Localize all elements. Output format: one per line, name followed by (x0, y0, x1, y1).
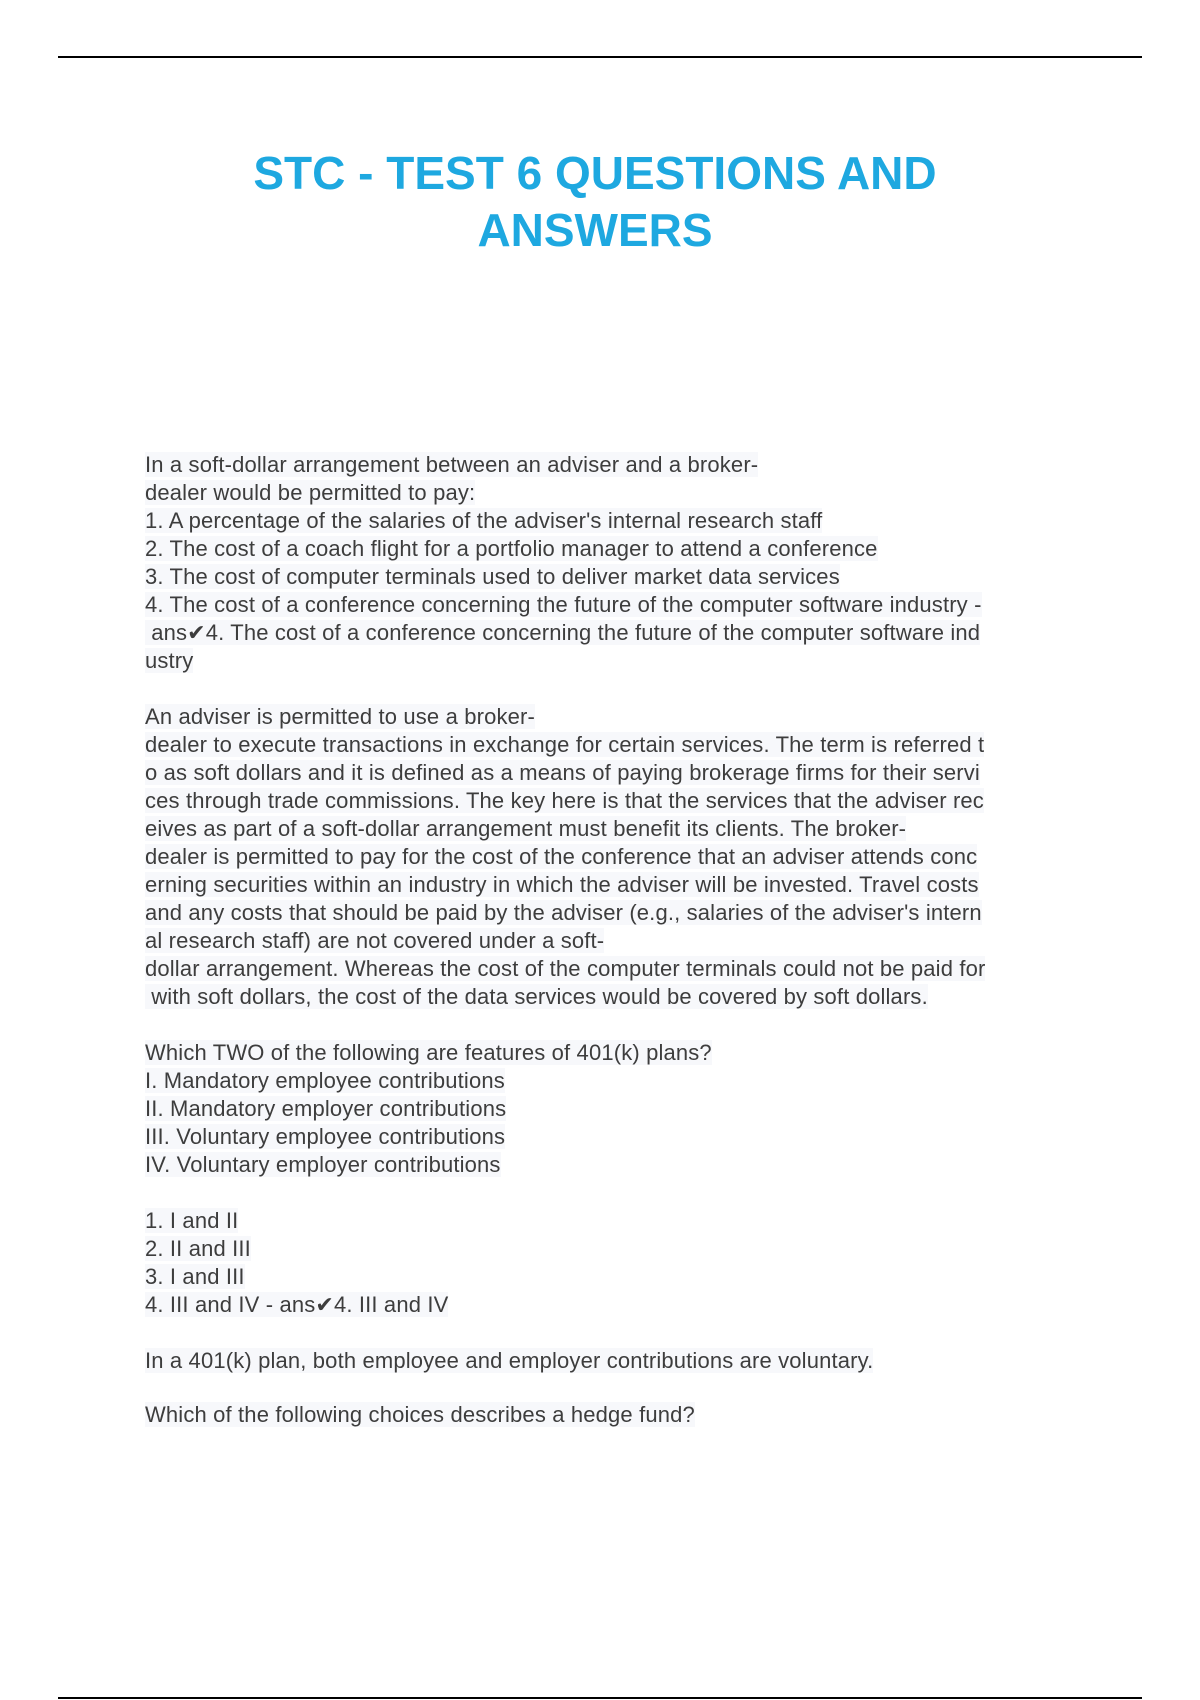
text-line: 3. The cost of computer terminals used to deliver market data services (145, 564, 840, 589)
options-block (145, 1207, 1085, 1319)
text-line: o as soft dollars and it is defined as a means of paying brokerage firms for their servi (145, 760, 980, 785)
text-line: III. Voluntary employee contributions (145, 1124, 506, 1149)
top-rule (58, 56, 1142, 58)
text-line: Which TWO of the following are features of 401(k) plans? (145, 1040, 712, 1065)
text-line: Which of the following choices describes a hedge fund? (145, 1402, 695, 1427)
spacer (145, 1179, 1085, 1207)
option-line: 1. I and II (145, 1208, 239, 1233)
spacer (145, 1375, 1085, 1401)
question-block (145, 1039, 1085, 1179)
text-line: dollar arrangement. Whereas the cost of the computer terminals could not be paid for (145, 956, 986, 981)
text-line: 4. The cost of a conference concerning the future of the computer software industry - (145, 592, 982, 617)
text-line: dealer would be permitted to pay: (145, 480, 476, 505)
answer-line: ans✔4. The cost of a conference concerning the future of the computer software ind (145, 620, 981, 645)
text-line: eives as part of a soft-dollar arrangement must benefit its clients. The broker- (145, 816, 907, 841)
text-line: with soft dollars, the cost of the data services would be covered by soft dollars. (145, 984, 928, 1009)
spacer (145, 1011, 1085, 1039)
option-line: 2. II and III (145, 1236, 251, 1261)
text-line: dealer is permitted to pay for the cost of the conference that an adviser attends conc (145, 844, 978, 869)
text-line: and any costs that should be paid by the adviser (e.g., salaries of the adviser's intern (145, 900, 982, 925)
text-line: In a 401(k) plan, both employee and employer contributions are voluntary. (145, 1348, 874, 1373)
document-body (145, 451, 1085, 1429)
text-line: dealer to execute transactions in exchange for certain services. The term is referred t (145, 732, 985, 757)
text-line: erning securities within an industry in which the adviser will be invested. Travel costs (145, 872, 979, 897)
title-line: STC - TEST 6 QUESTIONS AND (253, 147, 937, 199)
explanation-block (145, 1347, 1085, 1375)
text-line: An adviser is permitted to use a broker- (145, 704, 535, 729)
text-line: ces through trade commissions. The key here is that the services that the adviser rec (145, 788, 984, 813)
text-line: 1. A percentage of the salaries of the adviser's internal research staff (145, 508, 823, 533)
answer-line: ustry (145, 648, 194, 673)
answer-line: 4. III and IV - ans✔4. III and IV (145, 1292, 449, 1317)
page-title (0, 145, 1200, 259)
spacer (145, 675, 1085, 703)
explanation-block (145, 703, 1085, 1011)
spacer (145, 1319, 1085, 1347)
text-line: In a soft-dollar arrangement between an adviser and a broker- (145, 452, 759, 477)
option-line: 3. I and III (145, 1264, 245, 1289)
text-line: II. Mandatory employer contributions (145, 1096, 507, 1121)
title-line: ANSWERS (477, 204, 713, 256)
text-line: al research staff) are not covered under a soft- (145, 928, 605, 953)
text-line: IV. Voluntary employer contributions (145, 1152, 501, 1177)
bottom-rule (58, 1697, 1142, 1699)
question-block (145, 451, 1085, 675)
text-line: I. Mandatory employee contributions (145, 1068, 505, 1093)
text-line: 2. The cost of a coach flight for a portfolio manager to attend a conference (145, 536, 878, 561)
question-block (145, 1401, 1085, 1429)
